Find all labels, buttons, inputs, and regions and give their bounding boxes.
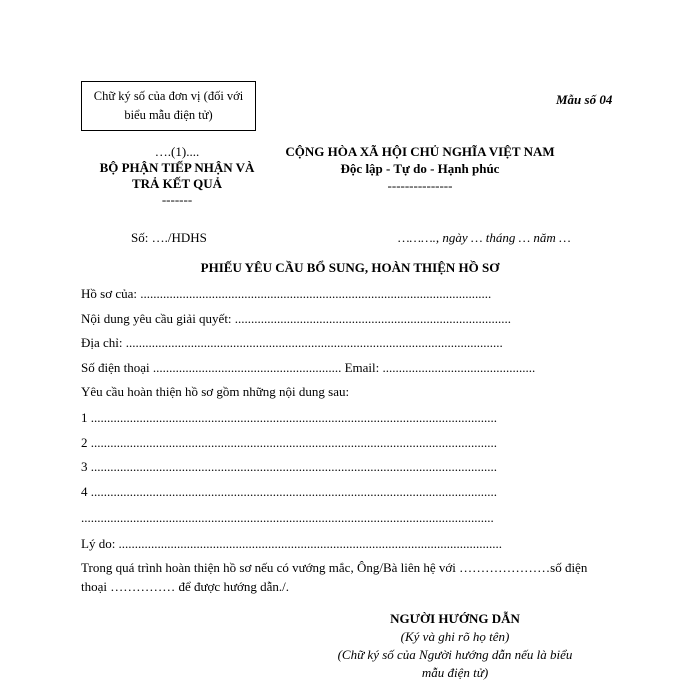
document-number: Số: …./HDHS <box>131 230 207 245</box>
national-title: CỘNG HÒA XÃ HỘI CHỦ NGHĨA VIỆT NAM <box>285 144 555 159</box>
agency-name-line1: BỘ PHẬN TIẾP NHẬN VÀ <box>99 160 255 175</box>
field-ho-so-cua: Hồ sơ của: ............................................................................................................ <box>81 286 492 301</box>
list-item-2: 2 ............................................................................................................................. <box>81 435 497 450</box>
date-line: ………., ngày … tháng … năm … <box>398 230 571 245</box>
signature-box-line1: Chữ ký số của đơn vị (đối với <box>93 89 244 103</box>
field-noi-dung: Nội dung yêu cầu giải quyết: ..................................................................................... <box>81 311 512 326</box>
signer-note2: (Chữ ký số của Người hướng dẫn nếu là biểu <box>337 647 573 662</box>
list-item-1: 1 ............................................................................................................................. <box>81 410 497 425</box>
contact-note-line1: Trong quá trình hoàn thiện hồ sơ nếu có vướng mắc, Ông/Bà liên hệ với …………………số điện <box>81 560 588 575</box>
signer-note1: (Ký và ghi rõ họ tên) <box>400 629 510 644</box>
signature-box-line2: biểu mẫu điện tử) <box>124 108 213 122</box>
agency-ref: ….(1).... <box>154 144 200 159</box>
form-code: Mẫu số 04 <box>556 92 613 107</box>
signer-note3: mẫu điện tử) <box>421 665 489 680</box>
list-item-3: 3 ............................................................................................................................. <box>81 459 497 474</box>
national-divider: --------------- <box>387 178 453 193</box>
agency-divider: ------- <box>161 192 193 207</box>
agency-name-line2: TRẢ KẾT QUẢ <box>131 176 223 191</box>
signer-block <box>310 610 600 682</box>
national-motto: Độc lập - Tự do - Hạnh phúc <box>340 161 500 176</box>
field-so-dien-thoai: Số điện thoại .......................................................... Email: ............................................... <box>81 360 536 375</box>
national-header <box>270 143 570 194</box>
list-item-5: ............................................................................................................................... <box>81 510 494 525</box>
digital-signature-box <box>81 81 256 131</box>
document-title: PHIẾU YÊU CẦU BỔ SUNG, HOÀN THIỆN HỒ SƠ <box>200 260 500 275</box>
field-yeu-cau-intro: Yêu cầu hoàn thiện hồ sơ gồm những nội dung sau: <box>81 384 350 399</box>
contact-note-line2: thoại …………… để được hướng dẫn./. <box>81 579 290 594</box>
field-dia-chi: Địa chỉ: .................................................................................................................... <box>81 335 503 350</box>
signer-title: NGƯỜI HƯỚNG DẪN <box>390 611 520 626</box>
agency-header <box>66 144 288 208</box>
list-item-4: 4 ............................................................................................................................. <box>81 484 497 499</box>
field-ly-do: Lý do: ...................................................................................................................... <box>81 536 503 551</box>
